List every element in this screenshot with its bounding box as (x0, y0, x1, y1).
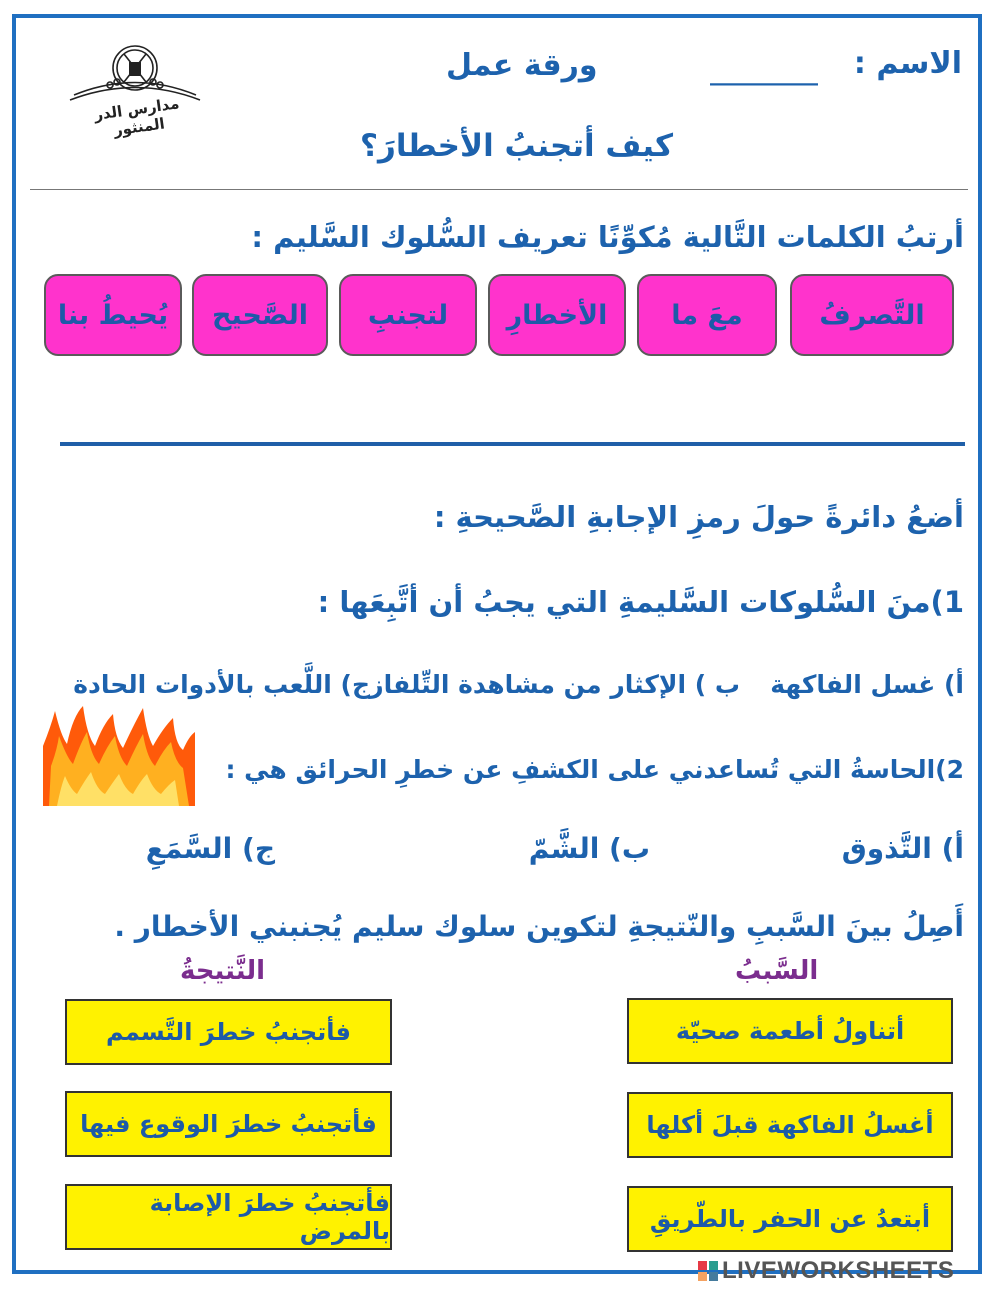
brand-icon (698, 1261, 718, 1281)
logo-text: مدارس الدر المنثور (93, 94, 181, 140)
name-blank[interactable]: _________ (710, 58, 818, 86)
word-card[interactable] (339, 274, 477, 356)
result-label: فأتجنبُ خطرَ الإصابة بالمرض (149, 1189, 390, 1245)
q2-option-b[interactable]: ب) الشَّمّ (528, 832, 650, 865)
word-card[interactable] (488, 274, 626, 356)
q2-option-a[interactable]: أ) التَّذوق (841, 832, 964, 865)
cause-label: أغسلُ الفاكهة قبلَ أكلها (646, 1111, 934, 1139)
q2-option-c[interactable]: ج) السَّمَعِ (145, 832, 275, 865)
brand-text: LIVEWORKSHEETS (722, 1257, 955, 1284)
cause-box[interactable] (627, 998, 953, 1064)
page-title: كيف أتجنبُ الأخطارَ؟ (360, 128, 673, 164)
q1-option-a[interactable]: أ) غسل الفاكهة (770, 670, 964, 699)
word-card-label: معَ ما (671, 299, 743, 331)
result-header: النَّتيجةُ (180, 956, 266, 986)
result-label: فأتجنبُ خطرَ التَّسمم (106, 1018, 351, 1046)
word-card[interactable] (790, 274, 954, 356)
word-card-label: لتجنبِ (367, 299, 449, 331)
result-label: فأتجنبُ خطرَ الوقوع فيها (80, 1110, 377, 1138)
word-card[interactable] (192, 274, 328, 356)
word-card-label: يُحيطُ بنا (57, 299, 169, 331)
section2-instruction: أضعُ دائرةً حولَ رمزِ الإجابةِ الصَّحيحةِ : (433, 500, 964, 534)
word-card-label: التَّصرفُ (819, 299, 925, 331)
fire-image (43, 706, 195, 806)
cause-box[interactable] (627, 1092, 953, 1158)
page-frame (12, 14, 982, 1274)
q1-option-b[interactable]: ب ) الإكثار من مشاهدة التِّلفاز (369, 670, 740, 699)
result-box[interactable] (65, 999, 392, 1065)
q1-question: 1)منَ السُّلوكات السَّليمةِ التي يجبُ أن أتَّبِعَها : (317, 585, 964, 619)
result-box[interactable] (65, 1091, 392, 1157)
word-card[interactable] (44, 274, 182, 356)
worksheet-label: ورقة عمل (446, 48, 598, 83)
cause-box[interactable] (627, 1186, 953, 1252)
q2-question: 2)الحاسةُ التي تُساعدني على الكشفِ عن خطرِ الحرائق هي : (225, 755, 964, 784)
header-divider (30, 189, 968, 190)
school-logo (60, 40, 210, 140)
word-card[interactable] (637, 274, 777, 356)
answer-line[interactable] (60, 442, 965, 446)
cause-label: أبتعدُ عن الحفر بالطّريقِ (649, 1205, 931, 1233)
section3-instruction: أَصِلُ بينَ السَّببِ والنّتيجةِ لتكوين سلوك سليم يُجنبني الأخطار . (114, 910, 964, 943)
cause-label: أتناولُ أطعمة صحيّة (675, 1017, 905, 1045)
cause-header: السَّببُ (735, 956, 819, 986)
q1-option-c[interactable]: ج) اللَّعب بالأدوات الحادة (73, 670, 370, 699)
word-card-label: الأخطارِ (506, 299, 608, 331)
liveworksheets-logo (698, 1258, 954, 1284)
name-label: الاسم : (853, 46, 962, 81)
section1-instruction: أرتبُ الكلمات التَّالية مُكوِّنًا تعريف السُّلوك السَّليم : (251, 220, 964, 254)
word-card-label: الصَّحيح (212, 299, 308, 331)
result-box[interactable] (65, 1184, 392, 1250)
